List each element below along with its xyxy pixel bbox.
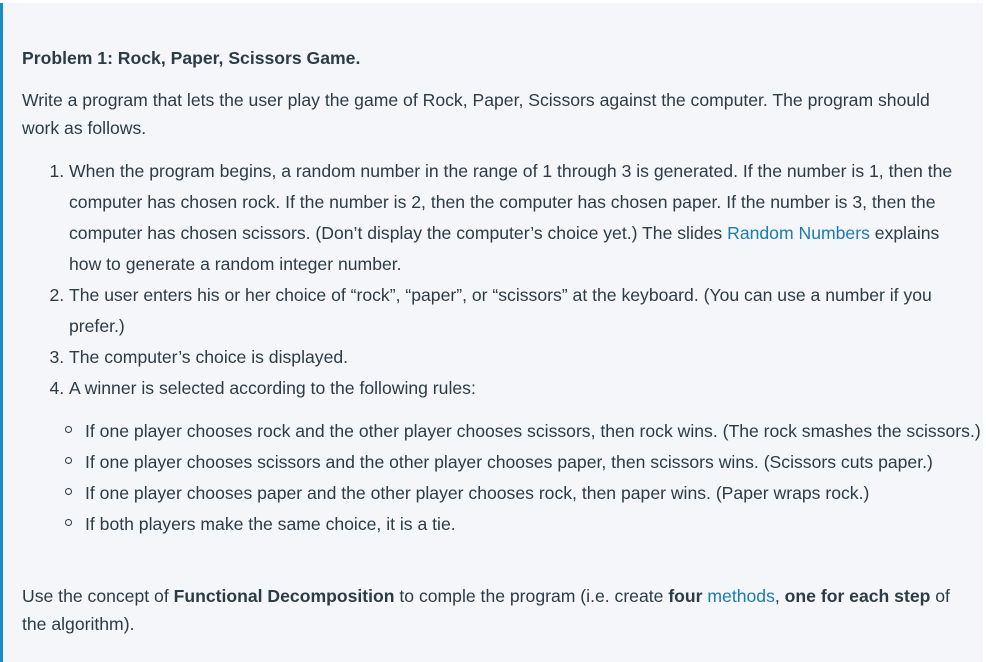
content-panel <box>0 3 983 662</box>
intro-paragraph: Write a program that lets the user play the game of Rock, Paper, Scissors against the computer. The program should work as follows. <box>22 90 930 138</box>
step-item: 2. The user enters his or her choice of “rock”, “paper”, or “scissors” at the keyboard. (You can use a number if you prefer.) <box>69 280 969 342</box>
rule-item <box>85 447 985 478</box>
step-text: When the program begins, a random number in the range of 1 through 3 is generated. If the number is 1, then the computer has chosen rock. If the number is 2, then the computer has chosen paper. If the number is 3, then the computer has chosen scissors. (Don’t display the computer’s choice yet.) The slides <box>69 161 953 243</box>
step-item: 3. The computer’s choice is displayed. <box>69 342 969 373</box>
circle-bullet-icon <box>65 519 72 526</box>
rule-text: If both players make the same choice, it is a tie. <box>85 514 456 534</box>
circle-bullet-icon <box>65 488 72 495</box>
step-item <box>69 156 969 280</box>
rule-item <box>85 416 985 447</box>
rule-text: If one player chooses paper and the other player chooses rock, then paper wins. (Paper wraps rock.) <box>85 483 870 503</box>
outro-bold-functional-decomposition: Functional Decomposition <box>173 586 395 606</box>
steps-list <box>22 156 969 404</box>
rule-item <box>85 509 985 540</box>
rule-text: If one player chooses rock and the other player chooses scissors, then rock wins. (The rock smashes the scissors.) <box>85 421 981 441</box>
outro-bold-four: four <box>668 586 703 606</box>
problem-title: Problem 1: Rock, Paper, Scissors Game. <box>22 48 361 68</box>
rule-text: If one player chooses scissors and the other player chooses paper, then scissors wins. (Scissors cuts paper.) <box>85 452 933 472</box>
step-item: 4. A winner is selected according to the following rules: <box>69 373 969 404</box>
rules-list <box>22 416 985 540</box>
circle-bullet-icon <box>65 426 72 433</box>
outro-text: to comple the program (i.e. create <box>394 586 669 606</box>
outro-text: , <box>774 586 785 606</box>
outro-bold-one-for-each-step: one for each step <box>784 586 931 606</box>
circle-bullet-icon <box>65 457 72 464</box>
step-text: explains how to generate a random integer number. <box>69 223 940 274</box>
rule-item <box>85 478 985 509</box>
outro-text: Use the concept of <box>22 586 174 606</box>
outro-paragraph <box>22 582 952 638</box>
outro-text: of the algorithm). <box>22 586 950 634</box>
random-numbers-link[interactable]: Random Numbers <box>727 223 870 243</box>
methods-link[interactable]: methods <box>707 586 775 606</box>
